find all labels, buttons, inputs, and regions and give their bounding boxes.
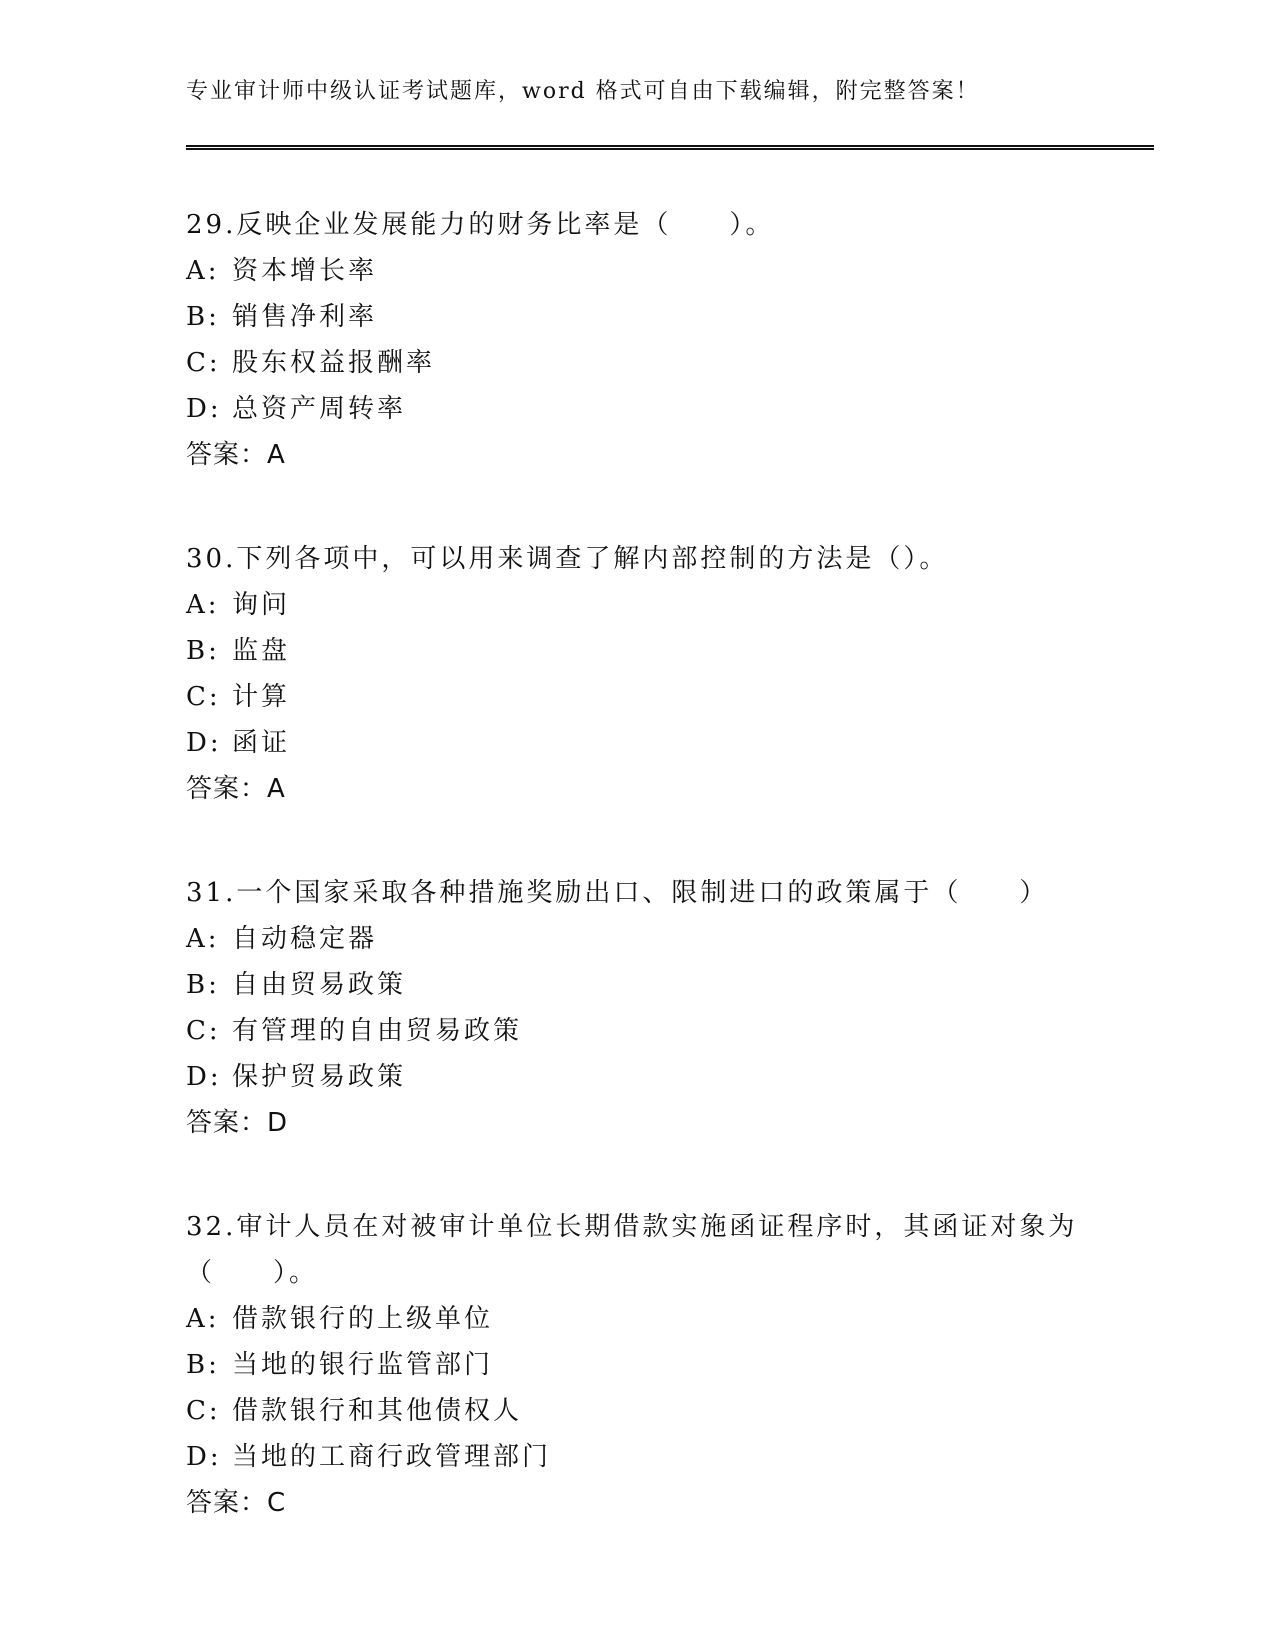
question-30 [186,536,1154,812]
option-text: 当地的银行监管部门 [232,1350,494,1380]
option-text: 自动稳定器 [232,924,378,954]
header-text: 专业审计师中级认证考试题库，word 格式可自由下载编辑，附完整答案！ [186,79,980,104]
question-31 [186,870,1154,1146]
question-stem: 30.下列各项中，可以用来调查了解内部控制的方法是（）。 [186,544,949,574]
question-29 [186,202,1154,478]
answer-label: 答案： [186,440,268,470]
option-letter: A: [186,1304,220,1334]
option-text: 询问 [232,590,291,620]
option-d [186,386,1154,432]
answer-label: 答案： [186,774,268,804]
question-stem: 32.审计人员在对被审计单位长期借款实施函证程序时，其函证对象为（ ）。 [186,1212,1078,1288]
option-text: 股东权益报酬率 [232,348,436,378]
answer-line [186,1480,1154,1526]
option-a [186,1296,1154,1342]
answer-value: A [267,440,285,470]
option-text: 监盘 [232,636,291,666]
option-a [186,916,1154,962]
option-letter: C: [186,682,221,712]
option-letter: B: [186,636,220,666]
answer-value: A [267,774,285,804]
question-stem: 29.反映企业发展能力的财务比率是（ ）。 [186,210,775,240]
option-letter: B: [186,302,220,332]
question-stem: 31.一个国家采取各种措施奖励出口、限制进口的政策属于（ ） [186,878,1049,908]
option-letter: B: [186,1350,220,1380]
option-letter: A: [186,256,220,286]
option-b [186,962,1154,1008]
option-text: 函证 [232,728,291,758]
answer-label: 答案： [186,1488,268,1518]
option-a [186,582,1154,628]
option-letter: D: [186,728,222,758]
option-c [186,1008,1154,1054]
option-text: 总资产周转率 [232,394,407,424]
answer-line [186,766,1154,812]
option-letter: A: [186,924,220,954]
option-text: 资本增长率 [232,256,378,286]
option-b [186,628,1154,674]
option-text: 销售净利率 [232,302,378,332]
header-double-rule [186,145,1154,150]
option-letter: C: [186,1396,221,1426]
option-text: 计算 [232,682,291,712]
answer-line [186,1100,1154,1146]
option-a [186,248,1154,294]
option-d [186,1434,1154,1480]
option-letter: D: [186,1442,222,1472]
option-text: 借款银行和其他债权人 [232,1396,523,1426]
option-text: 当地的工商行政管理部门 [232,1442,552,1472]
option-letter: D: [186,394,222,424]
question-list [186,202,1154,1584]
option-text: 有管理的自由贸易政策 [232,1016,523,1046]
option-c [186,674,1154,720]
option-letter: A: [186,590,220,620]
option-text: 自由贸易政策 [232,970,407,1000]
option-d [186,1054,1154,1100]
option-letter: C: [186,1016,221,1046]
answer-label: 答案： [186,1108,268,1138]
option-letter: D: [186,1062,222,1092]
option-letter: B: [186,970,220,1000]
question-32 [186,1204,1154,1526]
option-c [186,1388,1154,1434]
option-b [186,294,1154,340]
answer-value: C [267,1488,286,1518]
option-d [186,720,1154,766]
option-c [186,340,1154,386]
option-text: 借款银行的上级单位 [232,1304,494,1334]
option-b [186,1342,1154,1388]
answer-line [186,432,1154,478]
option-text: 保护贸易政策 [232,1062,407,1092]
answer-value: D [267,1108,288,1138]
option-letter: C: [186,348,221,378]
